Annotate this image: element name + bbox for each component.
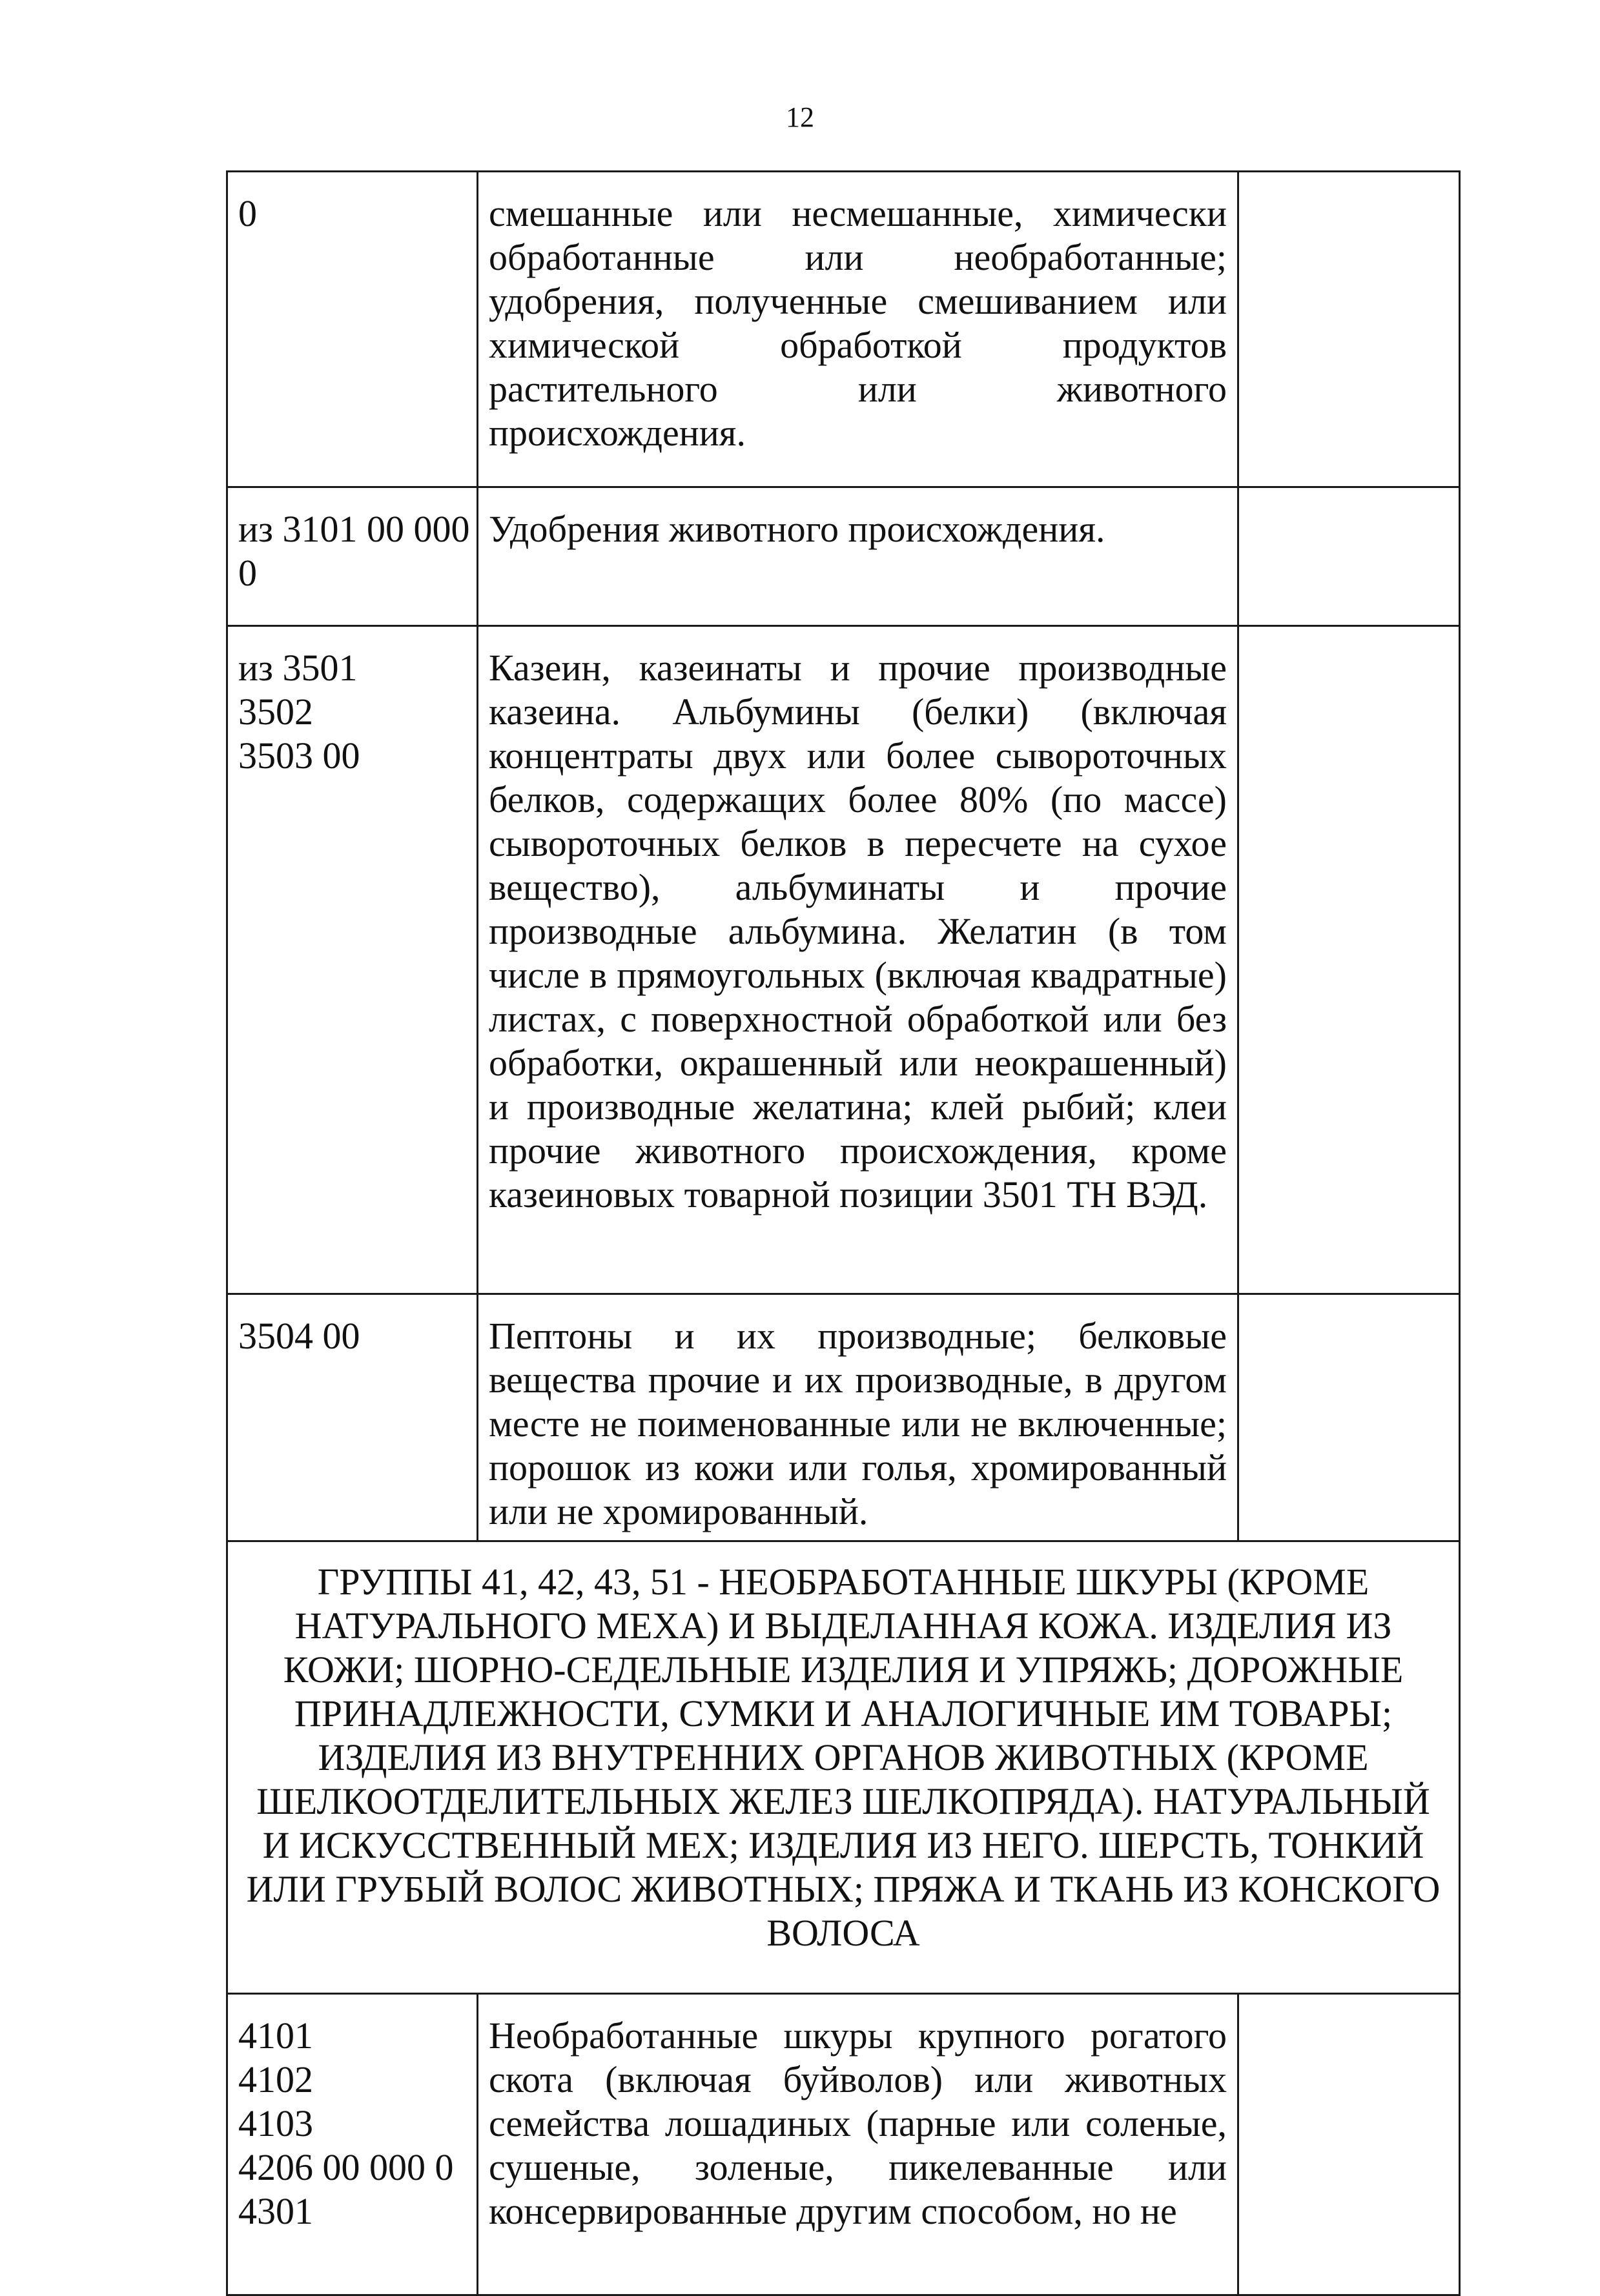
row-empty-cell bbox=[1238, 626, 1460, 1294]
row-description: Необработанные шкуры крупного рогатого скота (включая буйволов) или животных семейства лошадиных (парные или соленые, сушеные, золеные, пикелеванные или консервированные другим способом, но не bbox=[478, 1994, 1238, 2295]
row-empty-cell bbox=[1238, 1294, 1460, 1541]
group-header-row bbox=[227, 1541, 1460, 1994]
row-code: из 3501 3502 3503 00 bbox=[227, 626, 478, 1294]
row-empty-cell bbox=[1238, 487, 1460, 626]
row-empty-cell bbox=[1238, 1994, 1460, 2295]
row-description: Удобрения животного происхождения. bbox=[478, 487, 1238, 626]
table-row bbox=[227, 1294, 1460, 1541]
table-row bbox=[227, 1994, 1460, 2295]
table-row bbox=[227, 487, 1460, 626]
goods-table bbox=[226, 170, 1461, 2296]
page-number: 12 bbox=[786, 101, 814, 133]
table-row bbox=[227, 626, 1460, 1294]
row-description: смешанные или несмешанные, химически обработанные или необработанные; удобрения, полученные смешиванием или химической обработкой продуктов растительного или животного происхождения. bbox=[478, 172, 1238, 487]
row-code: из 3101 00 000 0 bbox=[227, 487, 478, 626]
row-description: Пептоны и их производные; белковые вещества прочие и их производные, в другом месте не поименованные или не включенные; порошок из кожи или голья, хромированный или не хромированный. bbox=[478, 1294, 1238, 1541]
group-header: ГРУППЫ 41, 42, 43, 51 - НЕОБРАБОТАННЫЕ ШКУРЫ (КРОМЕ НАТУРАЛЬНОГО МЕХА) И ВЫДЕЛАННАЯ КОЖА. ИЗДЕЛИЯ ИЗ КОЖИ; ШОРНО-СЕДЕЛЬНЫЕ ИЗДЕЛИЯ И УПРЯЖЬ; ДОРОЖНЫЕ ПРИНАДЛЕЖНОСТИ, СУМКИ И АНАЛОГИЧНЫЕ ИМ ТОВАРЫ; ИЗДЕЛИЯ ИЗ ВНУТРЕННИХ ОРГАНОВ ЖИВОТНЫХ (КРОМЕ ШЕЛКООТДЕЛИТЕЛЬНЫХ ЖЕЛЕЗ ШЕЛКОПРЯДА). НАТУРАЛЬНЫЙ И ИСКУССТВЕННЫЙ МЕХ; ИЗДЕЛИЯ ИЗ НЕГО. ШЕРСТЬ, ТОНКИЙ ИЛИ ГРУБЫЙ ВОЛОС ЖИВОТНЫХ; ПРЯЖА И ТКАНЬ ИЗ КОНСКОГО ВОЛОСА bbox=[227, 1541, 1460, 1994]
table-row bbox=[227, 172, 1460, 487]
row-code: 3504 00 bbox=[227, 1294, 478, 1541]
row-empty-cell bbox=[1238, 172, 1460, 487]
row-code: 4101 4102 4103 4206 00 000 0 4301 bbox=[227, 1994, 478, 2295]
row-description: Казеин, казеинаты и прочие производные казеина. Альбумины (белки) (включая концентраты двух или более сывороточных белков, содержащих более 80% (по массе) сывороточных белков в пересчете на сухое вещество), альбуминаты и прочие производные альбумина. Желатин (в том числе в прямоугольных (включая квадратные) листах, с поверхностной обработкой или без обработки, окрашенный или неокрашенный) и производные желатина; клей рыбий; клеи прочие животного происхождения, кроме казеиновых товарной позиции 3501 ТН ВЭД. bbox=[478, 626, 1238, 1294]
row-code: 0 bbox=[227, 172, 478, 487]
